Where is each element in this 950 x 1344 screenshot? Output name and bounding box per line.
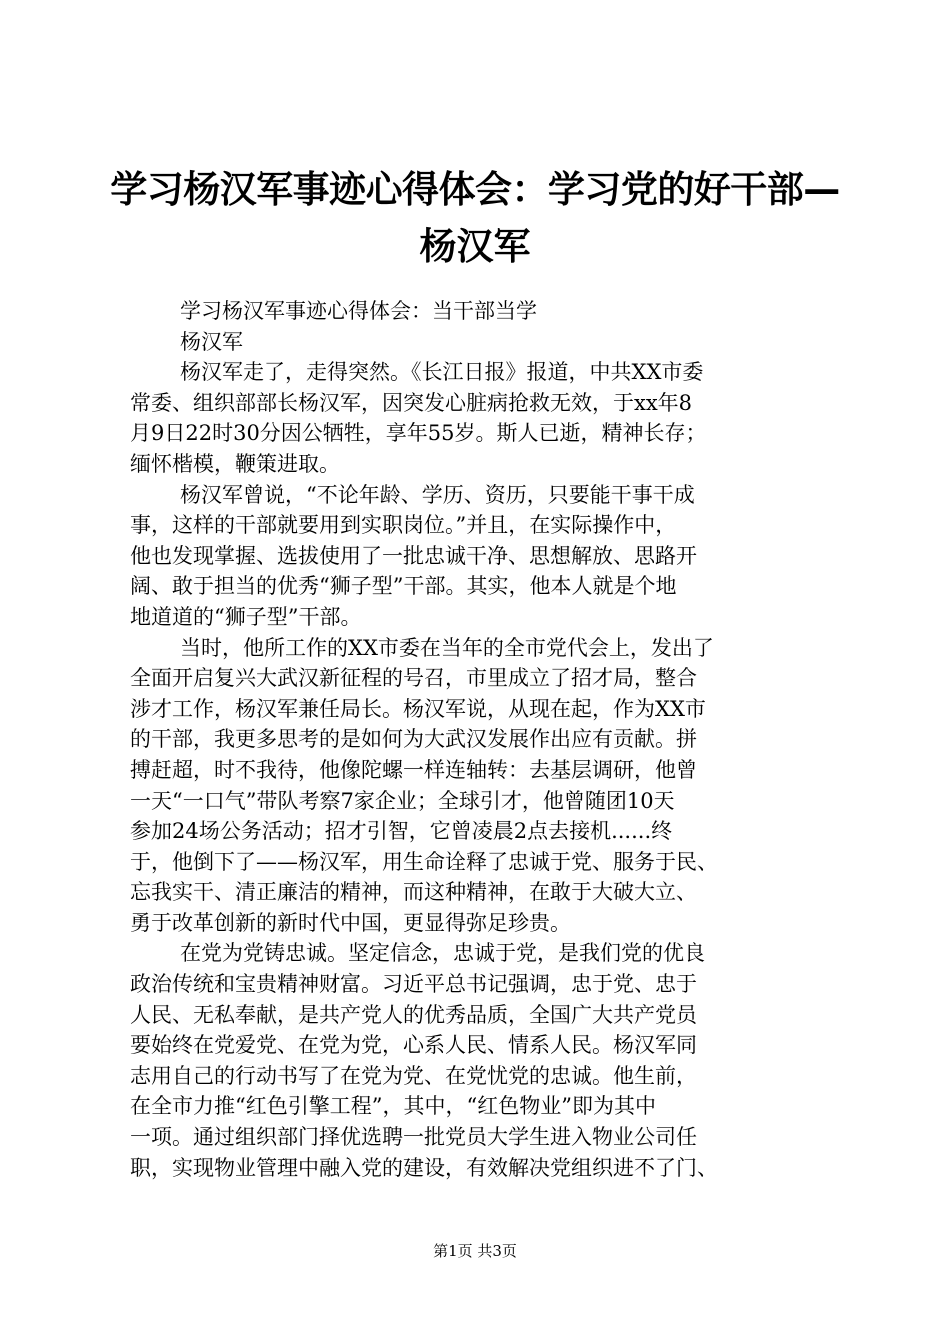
body-text-line: 在党为党铸忠诚。坚定信念，忠诚于党，是我们党的优良 bbox=[180, 941, 705, 966]
body-text-line: 当时，他所工作的XX市委在当年的全市党代会上，发出了 bbox=[180, 635, 714, 660]
body-text-line: 政治传统和宝贵精神财富。习近平总书记强调，忠于党、忠于 bbox=[130, 972, 697, 997]
body-text-line: 他也发现掌握、选拔使用了一批忠诚干净、思想解放、思路开 bbox=[130, 543, 697, 568]
body-text-line: 缅怀楷模，鞭策进取。 bbox=[130, 451, 340, 476]
body-text-line: 阔、敢于担当的优秀“狮子型”干部。其实，他本人就是个地 bbox=[130, 574, 677, 599]
body-text-line: 志用自己的行动书写了在党为党、在党忧党的忠诚。他生前， bbox=[130, 1063, 697, 1088]
body-text-line: 月9日22时30分因公牺牲，享年55岁。斯人已逝，精神长存； bbox=[130, 421, 707, 446]
body-text-line: 勇于改革创新的新时代中国，更显得弥足珍贵。 bbox=[130, 910, 571, 935]
body-text-line: 全面开启复兴大武汉新征程的号召，市里成立了招才局，整合 bbox=[130, 666, 697, 691]
body-text-line: 一项。通过组织部门择优选聘一批党员大学生进入物业公司任 bbox=[130, 1125, 697, 1150]
body-text-line: 参加24场公务活动；招才引智，它曾凌晨2点去接机......终 bbox=[130, 819, 673, 844]
body-text-line: 职，实现物业管理中融入党的建设，有效解决党组织进不了门、 bbox=[130, 1155, 718, 1180]
body-text-line: 学习杨汉军事迹心得体会：当干部当学 bbox=[180, 299, 537, 323]
body-text-line: 在全市力推“红色引擎工程”，其中，“红色物业”即为其中 bbox=[130, 1094, 656, 1119]
body-text-line: 事，这样的干部就要用到实职岗位。”并且，在实际操作中， bbox=[130, 513, 677, 538]
body-text-line: 地道道的“狮子型”干部。 bbox=[130, 604, 362, 629]
body-text-line: 杨汉军曾说，“不论年龄、学历、资历，只要能干事干成 bbox=[180, 482, 695, 507]
body-text-line: 于，他倒下了——杨汉军，用生命诠释了忠诚于党、服务于民、 bbox=[130, 849, 718, 874]
body-text-line: 要始终在党爱党、在党为党，心系人民、情系人民。杨汉军同 bbox=[130, 1033, 697, 1058]
body-text-line: 杨汉军 bbox=[180, 329, 243, 354]
body-text-line: 杨汉军走了，走得突然。《长江日报》报道，中共XX市委 bbox=[180, 360, 704, 385]
document-body bbox=[130, 296, 828, 1183]
body-text-line: 一天“一口气”带队考察7家企业；全球引才，他曾随团10天 bbox=[130, 788, 675, 813]
body-text-line: 忘我实干、清正廉洁的精神，而这种精神，在敢于大破大立、 bbox=[130, 880, 697, 905]
page-footer: 第1页 共3页 bbox=[433, 1242, 517, 1260]
body-text-line: 的干部，我更多思考的是如何为大武汉发展作出应有贡献。拼 bbox=[130, 727, 697, 752]
body-text-line: 涉才工作，杨汉军兼任局长。杨汉军说，从现在起，作为XX市 bbox=[130, 696, 706, 721]
body-text-line: 常委、组织部部长杨汉军，因突发心脏病抢救无效，于xx年8 bbox=[130, 390, 693, 415]
document-title-line-1: 学习杨汉军事迹心得体会：学习党的好干部— bbox=[110, 168, 840, 211]
document-title-line-2: 杨汉军 bbox=[419, 225, 531, 268]
body-text-line: 人民、无私奉献，是共产党人的优秀品质，全国广大共产党员 bbox=[130, 1002, 697, 1027]
body-text-line: 搏赶超，时不我待，他像陀螺一样连轴转：去基层调研，他曾 bbox=[130, 757, 697, 782]
